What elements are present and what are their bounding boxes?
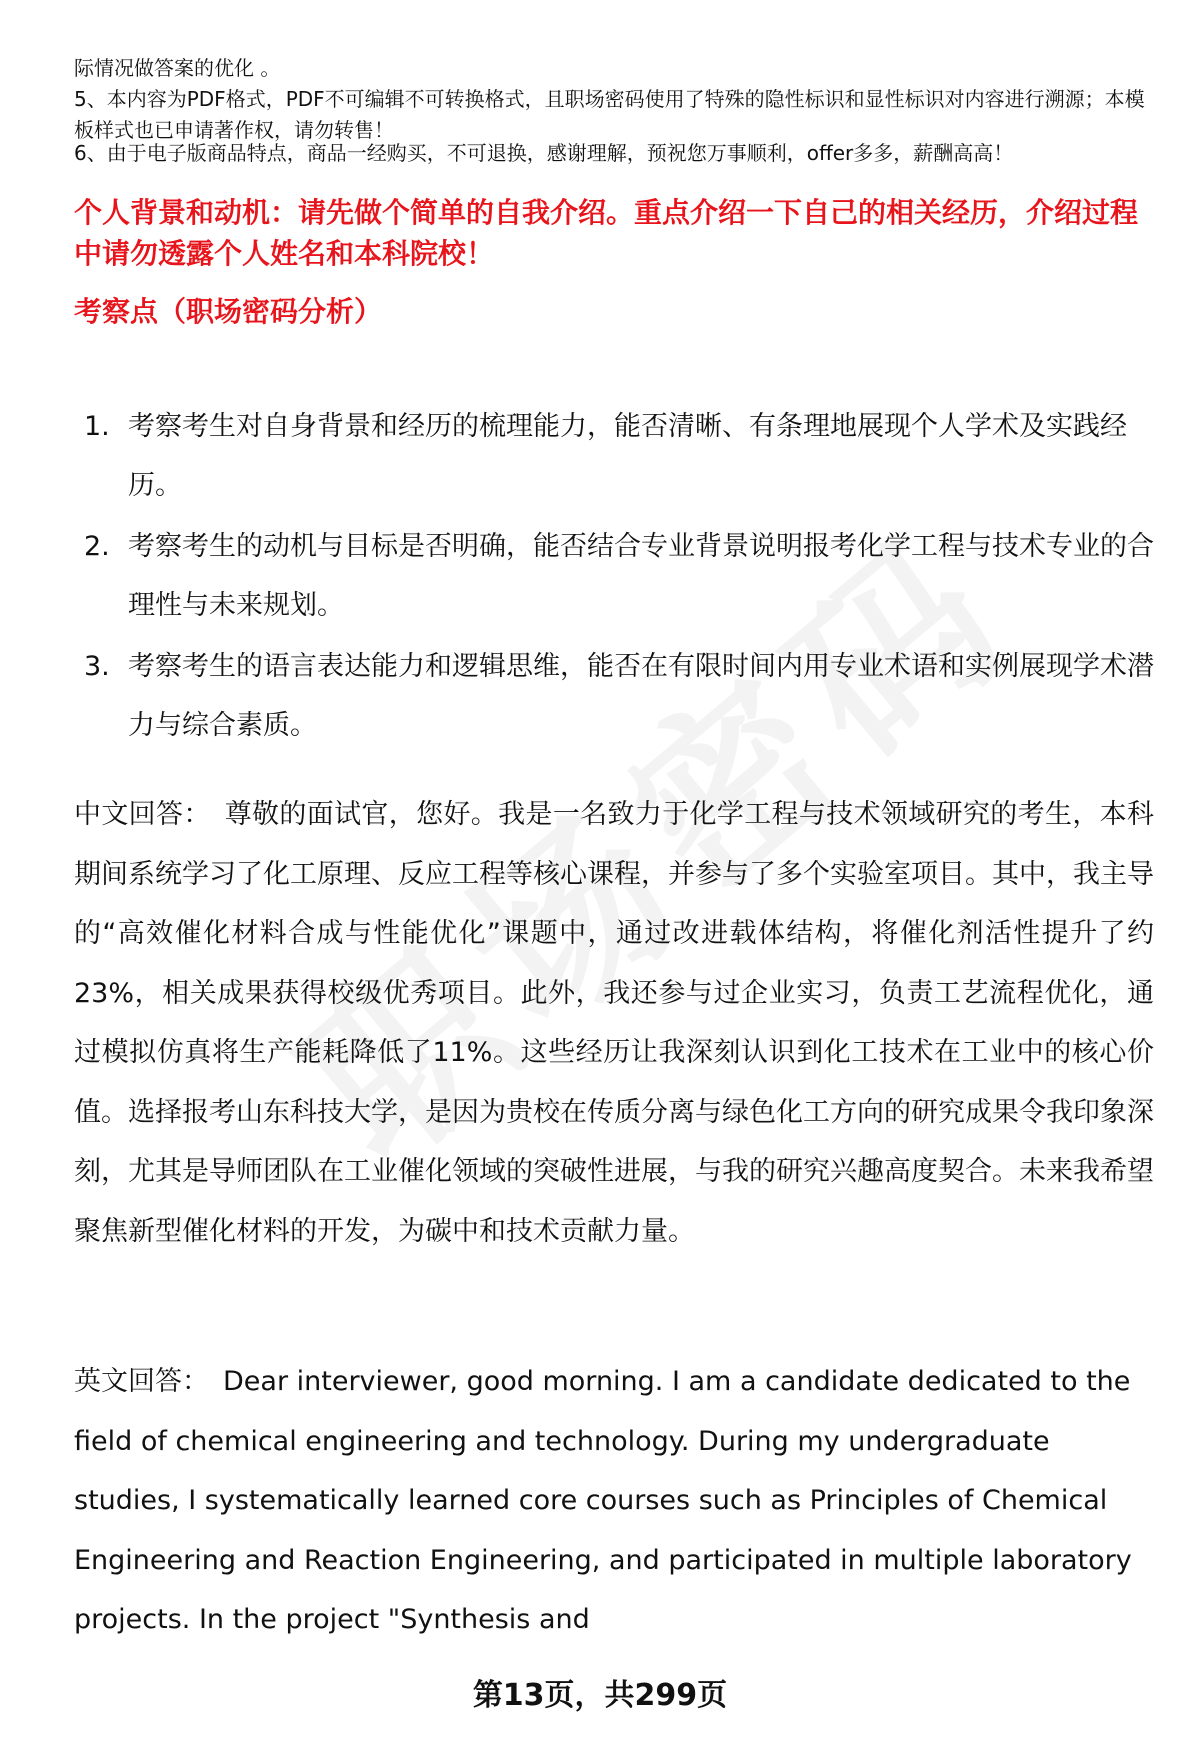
list-text: 考察考生的语言表达能力和逻辑思维，能否在有限时间内用专业术语和实例展现学术潜力与综合素质。	[128, 651, 1154, 741]
page-number: 第13页，共299页	[472, 1678, 728, 1713]
list-item	[84, 397, 1164, 515]
list-item	[84, 517, 1164, 635]
analysis-heading: 考察点（职场密码分析）	[74, 295, 383, 328]
list-number: 3.	[84, 651, 110, 682]
list-text: 考察考生的动机与目标是否明确，能否结合专业背景说明报考化学工程与技术专业的合理性与未来规划。	[128, 531, 1154, 621]
notice-line: 际情况做答案的优化 。	[74, 56, 281, 80]
english-answer-label: 英文回答：	[74, 1366, 209, 1397]
analysis-list	[84, 397, 1164, 757]
question-heading: 个人背景和动机：请先做个简单的自我介绍。重点介绍一下自己的相关经历，介绍过程中请勿透露个人姓名和本科院校！	[74, 196, 1139, 270]
english-answer	[74, 1352, 1154, 1650]
list-text: 考察考生对自身背景和经历的梳理能力，能否清晰、有条理地展现个人学术及实践经历。	[128, 411, 1127, 501]
list-number: 2.	[84, 531, 110, 562]
list-number: 1.	[84, 411, 110, 442]
notice-item-6: 6、由于电子版商品特点，商品一经购买，不可退换，感谢理解，预祝您万事顺利，offer多多，薪酬高高！	[74, 141, 1014, 165]
chinese-answer-text: 尊敬的面试官，您好。我是一名致力于化学工程与技术领域研究的考生，本科期间系统学习了化工原理、反应工程等核心课程，并参与了多个实验室项目。其中，我主导的“高效催化材料合成与性能优化”课题中，通过改进载体结构，将催化剂活性提升了约23%，相关成果获得校级优秀项目。此外，我还参与过企业实习，负责工艺流程优化，通过模拟仿真将生产能耗降低了11%。这些经历让我深刻认识到化工技术在工业中的核心价值。选择报考山东科技大学，是因为贵校在传质分离与绿色化工方向的研究成果令我印象深刻，尤其是导师团队在工业催化领域的突破性进展，与我的研究兴趣高度契合。未来我希望聚焦新型催化材料的开发，为碳中和技术贡献力量。	[74, 799, 1155, 1247]
chinese-answer-label: 中文回答：	[74, 799, 211, 830]
list-item	[84, 637, 1164, 755]
english-answer-text: Dear interviewer, good morning. I am a candidate dedicated to the field of chemical engineering and technology. During my undergraduate studies, I systematically learned core courses such as Principles of Chemical Engineering and Reaction Engineering, and participated in multiple laboratory projects. In the project "Synthesis and	[74, 1366, 1132, 1635]
notice-item-5: 5、本内容为PDF格式，PDF不可编辑不可转换格式，且职场密码使用了特殊的隐性标识和显性标识对内容进行溯源；本模板样式也已申请著作权，请勿转售！	[74, 87, 1145, 142]
chinese-answer	[74, 785, 1154, 1261]
